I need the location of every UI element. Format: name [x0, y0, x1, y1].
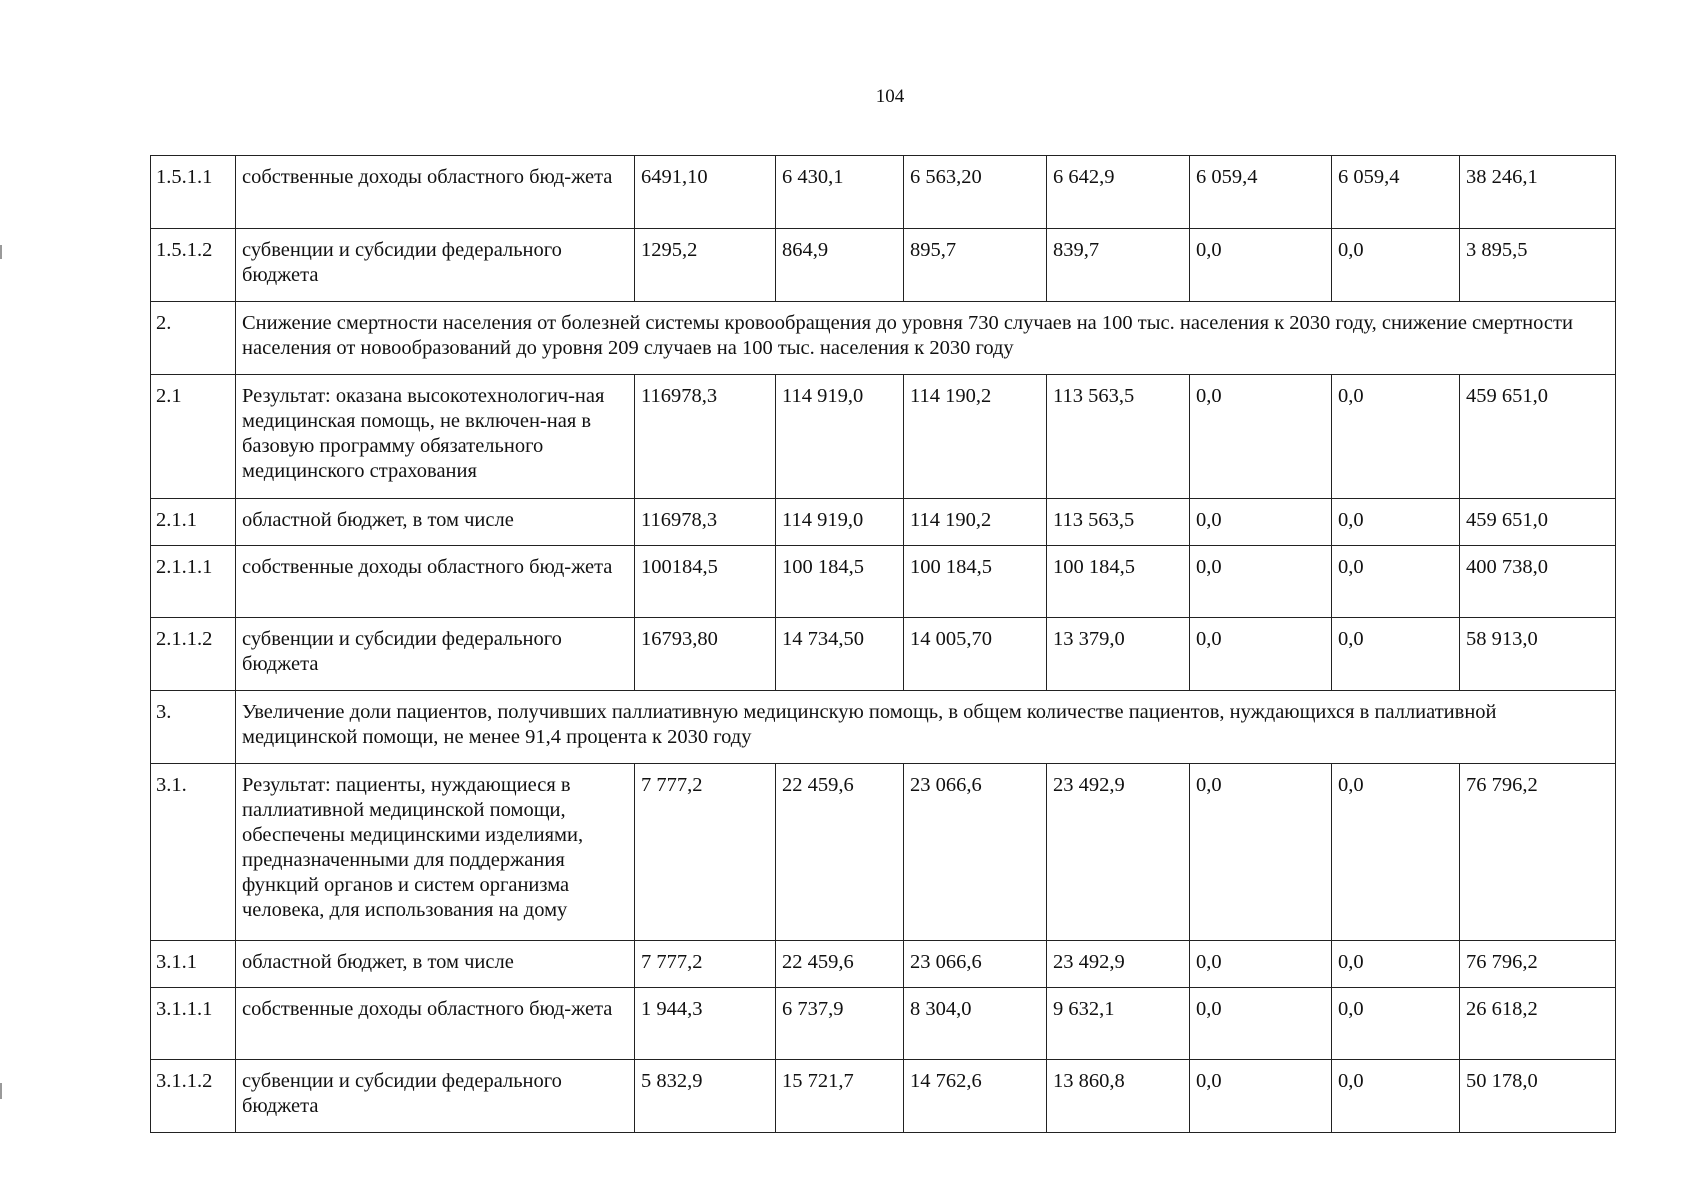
value-cell: 50 178,0 — [1460, 1060, 1616, 1133]
value-cell: 116978,3 — [635, 499, 776, 546]
value-cell: 6 430,1 — [776, 156, 904, 229]
table-row — [151, 1060, 1616, 1133]
value-cell: 459 651,0 — [1460, 375, 1616, 499]
value-cell: 22 459,6 — [776, 764, 904, 941]
section-title: Увеличение доли пациентов, получивших паллиативную медицинскую помощь, в общем количестве пациентов, нуждающихся в паллиативной медицинской помощи, не менее 91,4 процента к 2030 году — [236, 691, 1616, 764]
row-name: собственные доходы областного бюд-жета — [236, 156, 635, 229]
row-name: Результат: оказана высокотехнологич-ная медицинская помощь, не включен-ная в базовую программу обязательного медицинского страхования — [236, 375, 635, 499]
value-cell: 23 492,9 — [1047, 764, 1190, 941]
value-cell: 6 059,4 — [1190, 156, 1332, 229]
value-cell: 0,0 — [1190, 764, 1332, 941]
table-row — [151, 941, 1616, 988]
section-row — [151, 302, 1616, 375]
value-cell: 5 832,9 — [635, 1060, 776, 1133]
value-cell: 864,9 — [776, 229, 904, 302]
value-cell: 114 919,0 — [776, 499, 904, 546]
row-code: 3.1.1 — [151, 941, 236, 988]
section-row — [151, 691, 1616, 764]
value-cell: 13 860,8 — [1047, 1060, 1190, 1133]
table-row — [151, 764, 1616, 941]
value-cell: 22 459,6 — [776, 941, 904, 988]
value-cell: 113 563,5 — [1047, 375, 1190, 499]
row-code: 3.1.1.2 — [151, 1060, 236, 1133]
row-code: 2.1.1.2 — [151, 618, 236, 691]
row-code: 2. — [151, 302, 236, 375]
value-cell: 0,0 — [1332, 375, 1460, 499]
value-cell: 15 721,7 — [776, 1060, 904, 1133]
value-cell: 58 913,0 — [1460, 618, 1616, 691]
row-code: 1.5.1.1 — [151, 156, 236, 229]
value-cell: 0,0 — [1190, 546, 1332, 618]
row-name: областной бюджет, в том числе — [236, 499, 635, 546]
value-cell: 23 066,6 — [904, 764, 1047, 941]
value-cell: 6 642,9 — [1047, 156, 1190, 229]
row-code: 1.5.1.2 — [151, 229, 236, 302]
value-cell: 7 777,2 — [635, 764, 776, 941]
value-cell: 3 895,5 — [1460, 229, 1616, 302]
row-name: субвенции и субсидии федерального бюджета — [236, 618, 635, 691]
table-row — [151, 229, 1616, 302]
value-cell: 0,0 — [1190, 229, 1332, 302]
value-cell: 116978,3 — [635, 375, 776, 499]
value-cell: 0,0 — [1190, 988, 1332, 1060]
row-code: 3.1.1.1 — [151, 988, 236, 1060]
budget-table — [150, 155, 1616, 1133]
value-cell: 100 184,5 — [1047, 546, 1190, 618]
value-cell: 23 492,9 — [1047, 941, 1190, 988]
value-cell: 23 066,6 — [904, 941, 1047, 988]
value-cell: 0,0 — [1332, 764, 1460, 941]
value-cell: 0,0 — [1190, 1060, 1332, 1133]
value-cell: 6491,10 — [635, 156, 776, 229]
value-cell: 0,0 — [1332, 546, 1460, 618]
table-row — [151, 156, 1616, 229]
value-cell: 114 190,2 — [904, 375, 1047, 499]
value-cell: 14 762,6 — [904, 1060, 1047, 1133]
value-cell: 13 379,0 — [1047, 618, 1190, 691]
scan-mark — [0, 245, 2, 259]
value-cell: 0,0 — [1190, 941, 1332, 988]
value-cell: 0,0 — [1332, 229, 1460, 302]
row-name: субвенции и субсидии федерального бюджета — [236, 1060, 635, 1133]
value-cell: 14 734,50 — [776, 618, 904, 691]
section-title: Снижение смертности населения от болезней системы кровообращения до уровня 730 случаев на 100 тыс. населения к 2030 году, снижение смертности населения от новообразований до уровня 209 случаев на 100 тыс. населения к 2030 году — [236, 302, 1616, 375]
row-code: 2.1 — [151, 375, 236, 499]
row-name: областной бюджет, в том числе — [236, 941, 635, 988]
value-cell: 113 563,5 — [1047, 499, 1190, 546]
value-cell: 114 190,2 — [904, 499, 1047, 546]
value-cell: 0,0 — [1332, 941, 1460, 988]
value-cell: 26 618,2 — [1460, 988, 1616, 1060]
row-code: 3. — [151, 691, 236, 764]
value-cell: 8 304,0 — [904, 988, 1047, 1060]
table-row — [151, 546, 1616, 618]
table-row — [151, 375, 1616, 499]
value-cell: 14 005,70 — [904, 618, 1047, 691]
table-row — [151, 988, 1616, 1060]
row-code: 2.1.1 — [151, 499, 236, 546]
row-name: субвенции и субсидии федерального бюджета — [236, 229, 635, 302]
page-number: 104 — [875, 86, 905, 107]
value-cell: 1 944,3 — [635, 988, 776, 1060]
value-cell: 459 651,0 — [1460, 499, 1616, 546]
value-cell: 1295,2 — [635, 229, 776, 302]
value-cell: 7 777,2 — [635, 941, 776, 988]
value-cell: 400 738,0 — [1460, 546, 1616, 618]
value-cell: 16793,80 — [635, 618, 776, 691]
table-row — [151, 499, 1616, 546]
value-cell: 0,0 — [1190, 499, 1332, 546]
value-cell: 6 563,20 — [904, 156, 1047, 229]
value-cell: 114 919,0 — [776, 375, 904, 499]
value-cell: 0,0 — [1190, 618, 1332, 691]
value-cell: 0,0 — [1332, 1060, 1460, 1133]
value-cell: 6 737,9 — [776, 988, 904, 1060]
table-row — [151, 618, 1616, 691]
scan-mark — [0, 1083, 2, 1099]
row-name: Результат: пациенты, нуждающиеся в паллиативной медицинской помощи, обеспечены медицинскими изделиями, предназначенными для поддержания функций органов и систем организма человека, для использования на дому — [236, 764, 635, 941]
value-cell: 9 632,1 — [1047, 988, 1190, 1060]
value-cell: 839,7 — [1047, 229, 1190, 302]
value-cell: 0,0 — [1332, 988, 1460, 1060]
value-cell: 100 184,5 — [904, 546, 1047, 618]
row-code: 2.1.1.1 — [151, 546, 236, 618]
value-cell: 0,0 — [1332, 499, 1460, 546]
value-cell: 895,7 — [904, 229, 1047, 302]
value-cell: 76 796,2 — [1460, 941, 1616, 988]
row-name: собственные доходы областного бюд-жета — [236, 546, 635, 618]
value-cell: 76 796,2 — [1460, 764, 1616, 941]
row-name: собственные доходы областного бюд-жета — [236, 988, 635, 1060]
value-cell: 0,0 — [1190, 375, 1332, 499]
value-cell: 100184,5 — [635, 546, 776, 618]
row-code: 3.1. — [151, 764, 236, 941]
value-cell: 6 059,4 — [1332, 156, 1460, 229]
value-cell: 0,0 — [1332, 618, 1460, 691]
value-cell: 100 184,5 — [776, 546, 904, 618]
value-cell: 38 246,1 — [1460, 156, 1616, 229]
